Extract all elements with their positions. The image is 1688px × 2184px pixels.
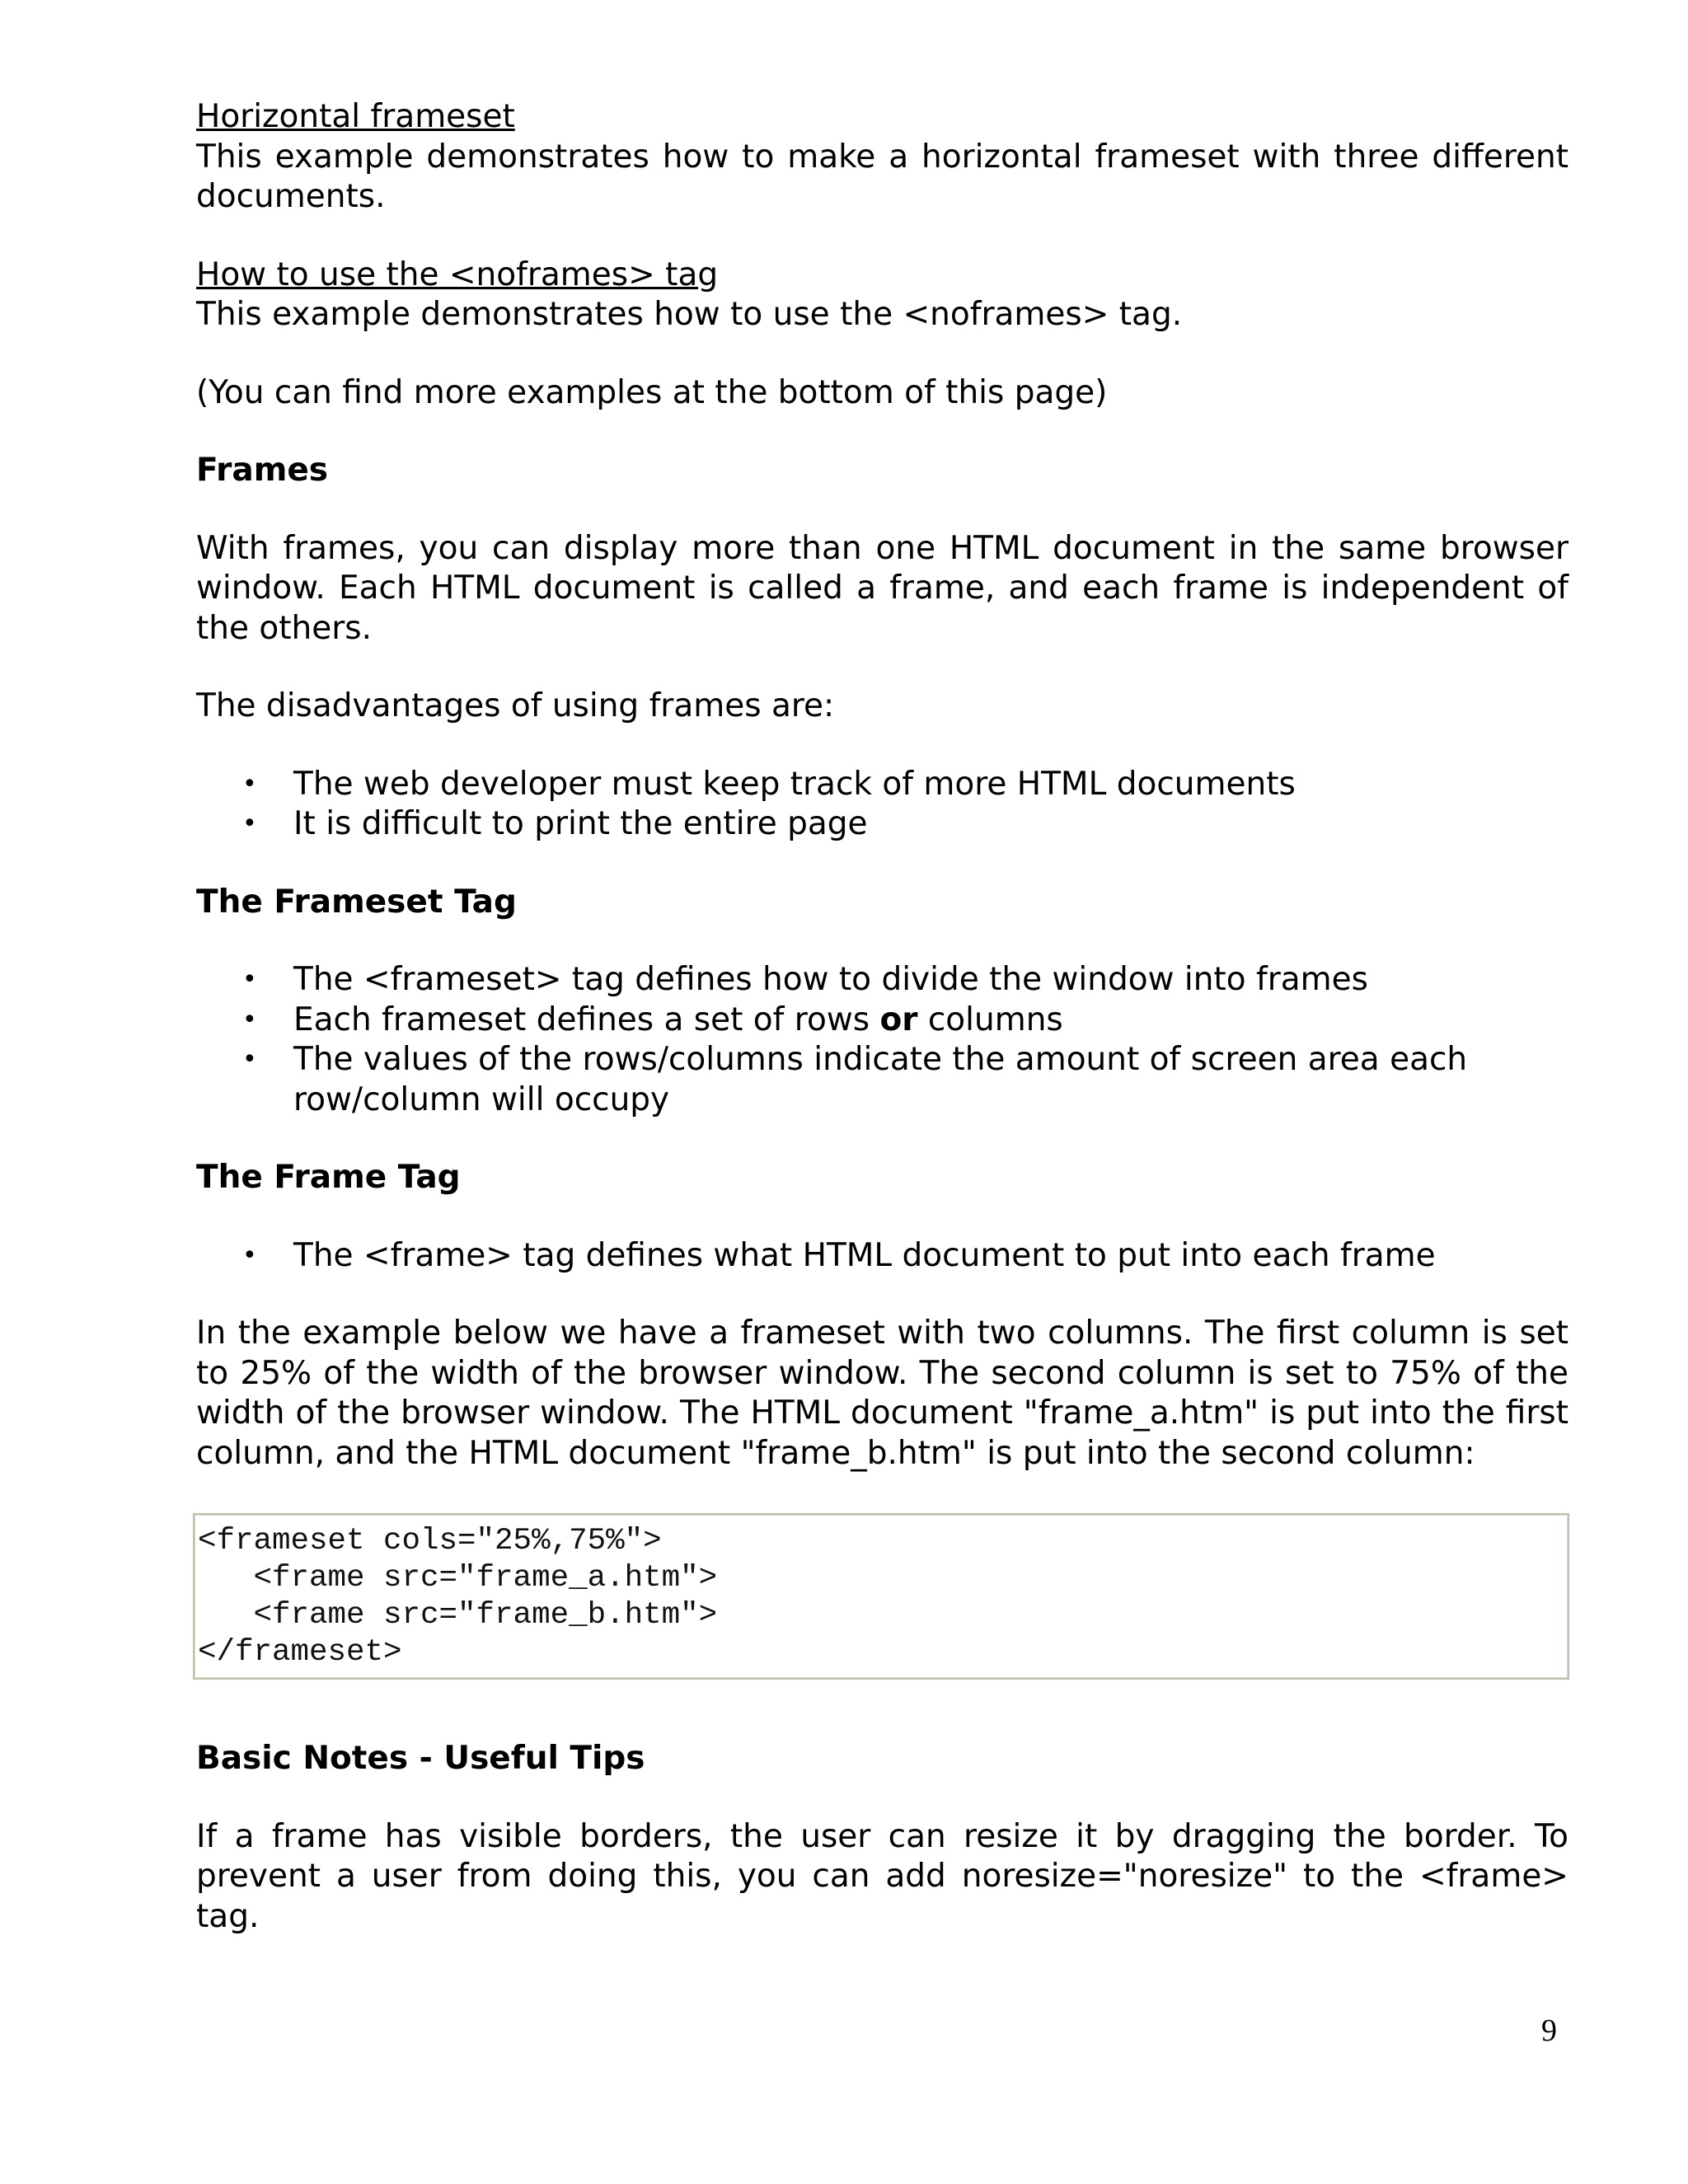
frame-tag-heading: The Frame Tag [196, 1159, 461, 1196]
list-item [242, 804, 1568, 845]
page-number: 9 [1541, 2013, 1557, 2048]
list-item [242, 1040, 1568, 1120]
noframes-link[interactable]: How to use the <noframes> tag [196, 255, 719, 293]
horizontal-frameset-link[interactable]: Horizontal frameset [196, 98, 515, 135]
document-page [196, 97, 1568, 1937]
more-examples-note: (You can find more examples at the bottom of this page) [196, 373, 1108, 411]
frameset-tag-list [196, 960, 1568, 1120]
list-item-text: The values of the rows/columns indicate the amount of screen area each row/column will occupy [293, 1041, 1468, 1118]
horizontal-frameset-description: This example demonstrates how to make a horizontal frameset with three different documents. [196, 138, 1568, 215]
list-item-text-end: columns [917, 1001, 1063, 1038]
tips-text: If a frame has visible borders, the user can resize it by dragging the border. To prevent a user from doing this, you can add noresize="noresize" to the <frame> tag. [196, 1817, 1568, 1935]
list-item-text: The web developer must keep track of more HTML documents [293, 765, 1296, 803]
list-item-bold-word: or [879, 1001, 918, 1038]
bullet-icon: • [242, 1045, 257, 1074]
list-item-text: It is difficult to print the entire page [293, 805, 868, 842]
frame-tag-list [196, 1236, 1568, 1277]
list-item-text: The <frameset> tag defines how to divide the window into frames [293, 961, 1368, 998]
tips-heading: Basic Notes - Useful Tips [196, 1740, 645, 1777]
frames-intro: With frames, you can display more than one HTML document in the same browser window. Each HTML document is called a frame, and each frame is independent of the others. [196, 529, 1568, 647]
example-description: In the example below we have a frameset with two columns. The first column is set to 25% of the width of the browser window. The second column is set to 75% of the width of the browser window. The HTML document "frame_a.htm" is put into the first column, and the HTML document "frame_b.htm" is put into the second column: [196, 1315, 1568, 1472]
noframes-description: This example demonstrates how to use the <noframes> tag. [196, 296, 1183, 333]
code-line: </frameset> [198, 1635, 402, 1670]
code-example-box [193, 1513, 1569, 1680]
list-item [242, 960, 1568, 1001]
code-line: <frameset cols="25%,75%"> [198, 1524, 662, 1558]
list-item-text: The <frame> tag defines what HTML document to put into each frame [293, 1236, 1436, 1274]
list-item [242, 1236, 1568, 1277]
bullet-icon: • [242, 965, 257, 994]
bullet-icon: • [242, 1005, 257, 1034]
frames-heading: Frames [196, 452, 328, 489]
list-item-text-start: Each frameset defines a set of rows [293, 1001, 880, 1038]
bullet-icon: • [242, 1240, 257, 1270]
frameset-tag-heading: The Frameset Tag [196, 883, 517, 921]
disadvantages-list [196, 765, 1568, 845]
code-line: <frame src="frame_a.htm"> [198, 1561, 718, 1596]
bullet-icon: • [242, 769, 257, 799]
disadvantages-intro: The disadvantages of using frames are: [196, 687, 835, 724]
list-item [242, 1001, 1568, 1041]
bullet-icon: • [242, 809, 257, 838]
code-line: <frame src="frame_b.htm"> [198, 1598, 718, 1633]
list-item [242, 765, 1568, 805]
